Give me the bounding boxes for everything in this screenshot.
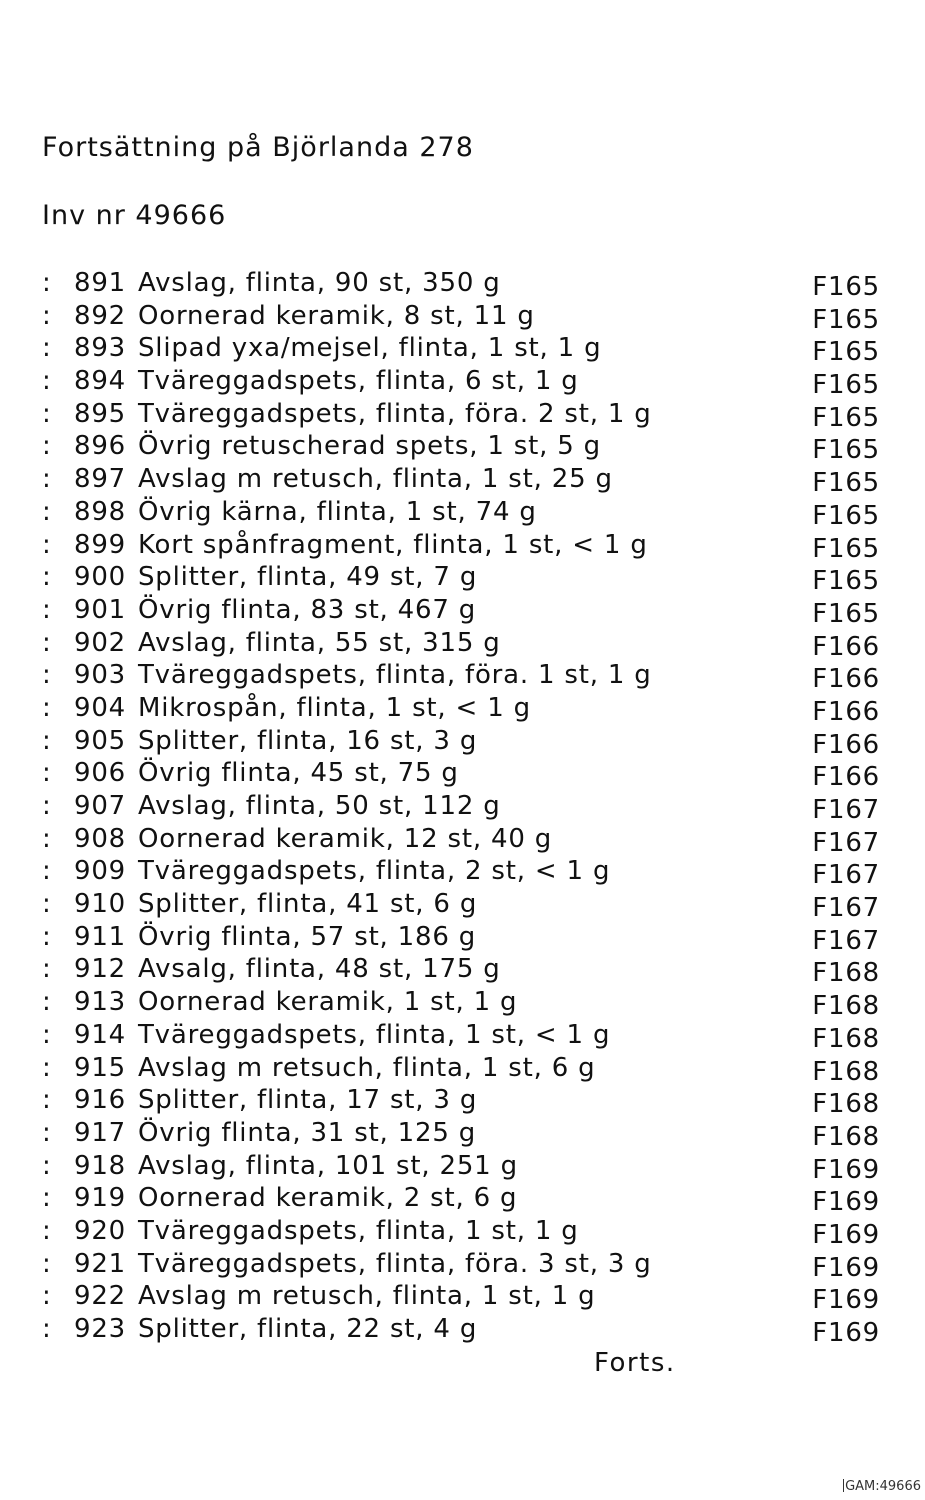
item-number: 896: [74, 431, 127, 462]
item-description: Splitter, flinta, 17 st, 3 g: [138, 1085, 478, 1116]
item-description: Tväreggadspets, flinta, föra. 3 st, 3 g: [138, 1248, 652, 1279]
find-code: F165: [812, 500, 880, 531]
row-colon: :: [42, 398, 52, 429]
find-code: F169: [812, 1219, 880, 1250]
item-number: 919: [74, 1183, 127, 1214]
list-item: [42, 1183, 892, 1216]
row-colon: :: [42, 1215, 52, 1246]
row-colon: :: [42, 431, 52, 462]
find-code: F165: [812, 402, 880, 433]
row-colon: :: [42, 1281, 52, 1312]
find-code: F169: [812, 1318, 880, 1348]
row-colon: :: [42, 889, 52, 920]
item-number: 904: [74, 692, 127, 723]
row-colon: :: [42, 1314, 52, 1344]
item-description: Övrig flinta, 83 st, 467 g: [138, 594, 477, 625]
item-number: 918: [74, 1150, 127, 1181]
row-colon: :: [42, 856, 52, 887]
find-code: F165: [812, 337, 880, 368]
item-description: Tväreggadspets, flinta, föra. 2 st, 1 g: [138, 398, 652, 429]
find-code: F167: [812, 860, 880, 891]
list-item: [42, 1281, 892, 1314]
item-number: 891: [74, 268, 127, 298]
list-item: [42, 333, 892, 366]
item-description: Oornerad keramik, 1 st, 1 g: [138, 987, 518, 1018]
row-colon: :: [42, 627, 52, 658]
find-code: F165: [812, 370, 880, 401]
find-code: F165: [812, 468, 880, 499]
inventory-number: Inv nr 49666: [42, 200, 227, 231]
item-number: 908: [74, 823, 127, 854]
item-number: 911: [74, 921, 127, 952]
item-description: Oornerad keramik, 12 st, 40 g: [138, 823, 553, 854]
continuation-note: Forts.: [594, 1348, 676, 1378]
find-code: F168: [812, 1023, 880, 1054]
list-item: [42, 693, 892, 726]
find-code: F167: [812, 893, 880, 924]
find-code: F167: [812, 925, 880, 956]
find-code: F165: [812, 435, 880, 466]
item-number: 921: [74, 1248, 127, 1279]
item-number: 912: [74, 954, 127, 985]
item-description: Splitter, flinta, 49 st, 7 g: [138, 562, 478, 593]
item-number: 894: [74, 366, 127, 397]
list-item: [42, 1249, 892, 1282]
item-number: 923: [74, 1314, 127, 1344]
row-colon: :: [42, 594, 52, 625]
page-title: Fortsättning på Björlanda 278: [42, 132, 474, 163]
list-item: [42, 726, 892, 759]
item-number: 905: [74, 725, 127, 756]
item-description: Kort spånfragment, flinta, 1 st, < 1 g: [138, 529, 648, 560]
find-code: F165: [812, 598, 880, 629]
row-colon: :: [42, 300, 52, 331]
item-description: Övrig flinta, 57 st, 186 g: [138, 921, 477, 952]
item-number: 895: [74, 398, 127, 429]
item-description: Tväreggadspets, flinta, 6 st, 1 g: [138, 366, 579, 397]
item-description: Avslag m retsuch, flinta, 1 st, 6 g: [138, 1052, 596, 1083]
find-code: F168: [812, 1089, 880, 1120]
item-number: 897: [74, 464, 127, 495]
row-colon: :: [42, 562, 52, 593]
item-number: 902: [74, 627, 127, 658]
find-code: F167: [812, 827, 880, 858]
row-colon: :: [42, 1248, 52, 1279]
row-colon: :: [42, 987, 52, 1018]
list-item: [42, 497, 892, 530]
row-colon: :: [42, 1117, 52, 1148]
list-item: [42, 922, 892, 955]
item-number: 900: [74, 562, 127, 593]
archive-stamp: [843, 1479, 921, 1494]
list-item: [42, 366, 892, 399]
list-item: [42, 399, 892, 432]
item-number: 916: [74, 1085, 127, 1116]
list-item: [42, 1216, 892, 1249]
list-item: [42, 987, 892, 1020]
row-colon: :: [42, 791, 52, 821]
item-description: Tväreggadspets, flinta, 2 st, < 1 g: [138, 856, 611, 887]
find-code: F166: [812, 631, 880, 662]
item-number: 903: [74, 660, 127, 691]
item-number: 892: [74, 300, 127, 331]
item-description: Splitter, flinta, 16 st, 3 g: [138, 725, 478, 756]
find-code: F168: [812, 1121, 880, 1152]
list-item: [42, 595, 892, 628]
item-description: Tväreggadspets, flinta, 1 st, < 1 g: [138, 1019, 611, 1050]
item-description: Avslag, flinta, 50 st, 112 g: [138, 791, 501, 821]
list-item: [42, 758, 892, 791]
item-description: Splitter, flinta, 22 st, 4 g: [138, 1314, 478, 1344]
item-number: 910: [74, 889, 127, 920]
item-description: Avslag, flinta, 90 st, 350 g: [138, 268, 501, 298]
item-number: 920: [74, 1215, 127, 1246]
item-number: 917: [74, 1117, 127, 1148]
row-colon: :: [42, 921, 52, 952]
find-code: F169: [812, 1285, 880, 1316]
item-description: Tväreggadspets, flinta, 1 st, 1 g: [138, 1215, 579, 1246]
item-description: Avslag, flinta, 101 st, 251 g: [138, 1150, 518, 1181]
row-colon: :: [42, 268, 52, 298]
item-number: 922: [74, 1281, 127, 1312]
item-number: 915: [74, 1052, 127, 1083]
item-description: Avslag, flinta, 55 st, 315 g: [138, 627, 501, 658]
item-number: 914: [74, 1019, 127, 1050]
item-description: Övrig flinta, 45 st, 75 g: [138, 758, 459, 789]
find-code: F165: [812, 566, 880, 597]
find-code: F168: [812, 991, 880, 1022]
row-colon: :: [42, 529, 52, 560]
find-code: F165: [812, 272, 880, 302]
list-item: [42, 1020, 892, 1053]
row-colon: :: [42, 954, 52, 985]
row-colon: :: [42, 496, 52, 527]
row-colon: :: [42, 1019, 52, 1050]
find-code: F169: [812, 1252, 880, 1283]
list-item: [42, 660, 892, 693]
list-item: [42, 301, 892, 334]
row-colon: :: [42, 1150, 52, 1181]
item-description: Oornerad keramik, 8 st, 11 g: [138, 300, 535, 331]
item-description: Splitter, flinta, 41 st, 6 g: [138, 889, 478, 920]
find-code: F169: [812, 1154, 880, 1185]
list-item: [42, 791, 892, 824]
list-item: [42, 431, 892, 464]
item-number: 906: [74, 758, 127, 789]
item-number: 893: [74, 333, 127, 364]
row-colon: :: [42, 1183, 52, 1214]
row-colon: :: [42, 333, 52, 364]
find-code: F166: [812, 729, 880, 760]
row-colon: :: [42, 464, 52, 495]
item-description: Tväreggadspets, flinta, föra. 1 st, 1 g: [138, 660, 652, 691]
find-code: F166: [812, 696, 880, 727]
item-number: 899: [74, 529, 127, 560]
list-item: [42, 824, 892, 857]
row-colon: :: [42, 660, 52, 691]
item-description: Mikrospån, flinta, 1 st, < 1 g: [138, 692, 531, 723]
row-colon: :: [42, 692, 52, 723]
find-list: [42, 268, 892, 1347]
item-number: 898: [74, 496, 127, 527]
item-description: Övrig flinta, 31 st, 125 g: [138, 1117, 477, 1148]
stamp-bracket: [843, 1479, 844, 1492]
row-colon: :: [42, 758, 52, 789]
find-code: F166: [812, 664, 880, 695]
find-code: F166: [812, 762, 880, 793]
list-item: [42, 268, 892, 301]
item-number: 901: [74, 594, 127, 625]
find-code: F165: [812, 304, 880, 335]
list-item: [42, 1118, 892, 1151]
item-number: 907: [74, 791, 127, 821]
item-description: Oornerad keramik, 2 st, 6 g: [138, 1183, 518, 1214]
list-item: [42, 1314, 892, 1347]
list-item: [42, 954, 892, 987]
find-code: F168: [812, 958, 880, 989]
find-code: F167: [812, 795, 880, 825]
item-description: Slipad yxa/mejsel, flinta, 1 st, 1 g: [138, 333, 602, 364]
item-description: Avslag m retusch, flinta, 1 st, 1 g: [138, 1281, 596, 1312]
list-item: [42, 464, 892, 497]
list-item: [42, 530, 892, 563]
item-description: Avsalg, flinta, 48 st, 175 g: [138, 954, 501, 985]
archive-stamp-text: GAM:49666: [845, 1479, 921, 1494]
list-item: [42, 1085, 892, 1118]
list-item: [42, 1053, 892, 1086]
item-description: Övrig kärna, flinta, 1 st, 74 g: [138, 496, 537, 527]
list-item: [42, 889, 892, 922]
row-colon: :: [42, 725, 52, 756]
row-colon: :: [42, 1052, 52, 1083]
item-description: Övrig retuscherad spets, 1 st, 5 g: [138, 431, 601, 462]
row-colon: :: [42, 823, 52, 854]
find-code: F165: [812, 533, 880, 564]
item-description: Avslag m retusch, flinta, 1 st, 25 g: [138, 464, 613, 495]
row-colon: :: [42, 366, 52, 397]
item-number: 909: [74, 856, 127, 887]
list-item: [42, 856, 892, 889]
find-code: F169: [812, 1187, 880, 1218]
list-item: [42, 562, 892, 595]
find-code: F168: [812, 1056, 880, 1087]
list-item: [42, 628, 892, 661]
list-item: [42, 1151, 892, 1184]
row-colon: :: [42, 1085, 52, 1116]
item-number: 913: [74, 987, 127, 1018]
